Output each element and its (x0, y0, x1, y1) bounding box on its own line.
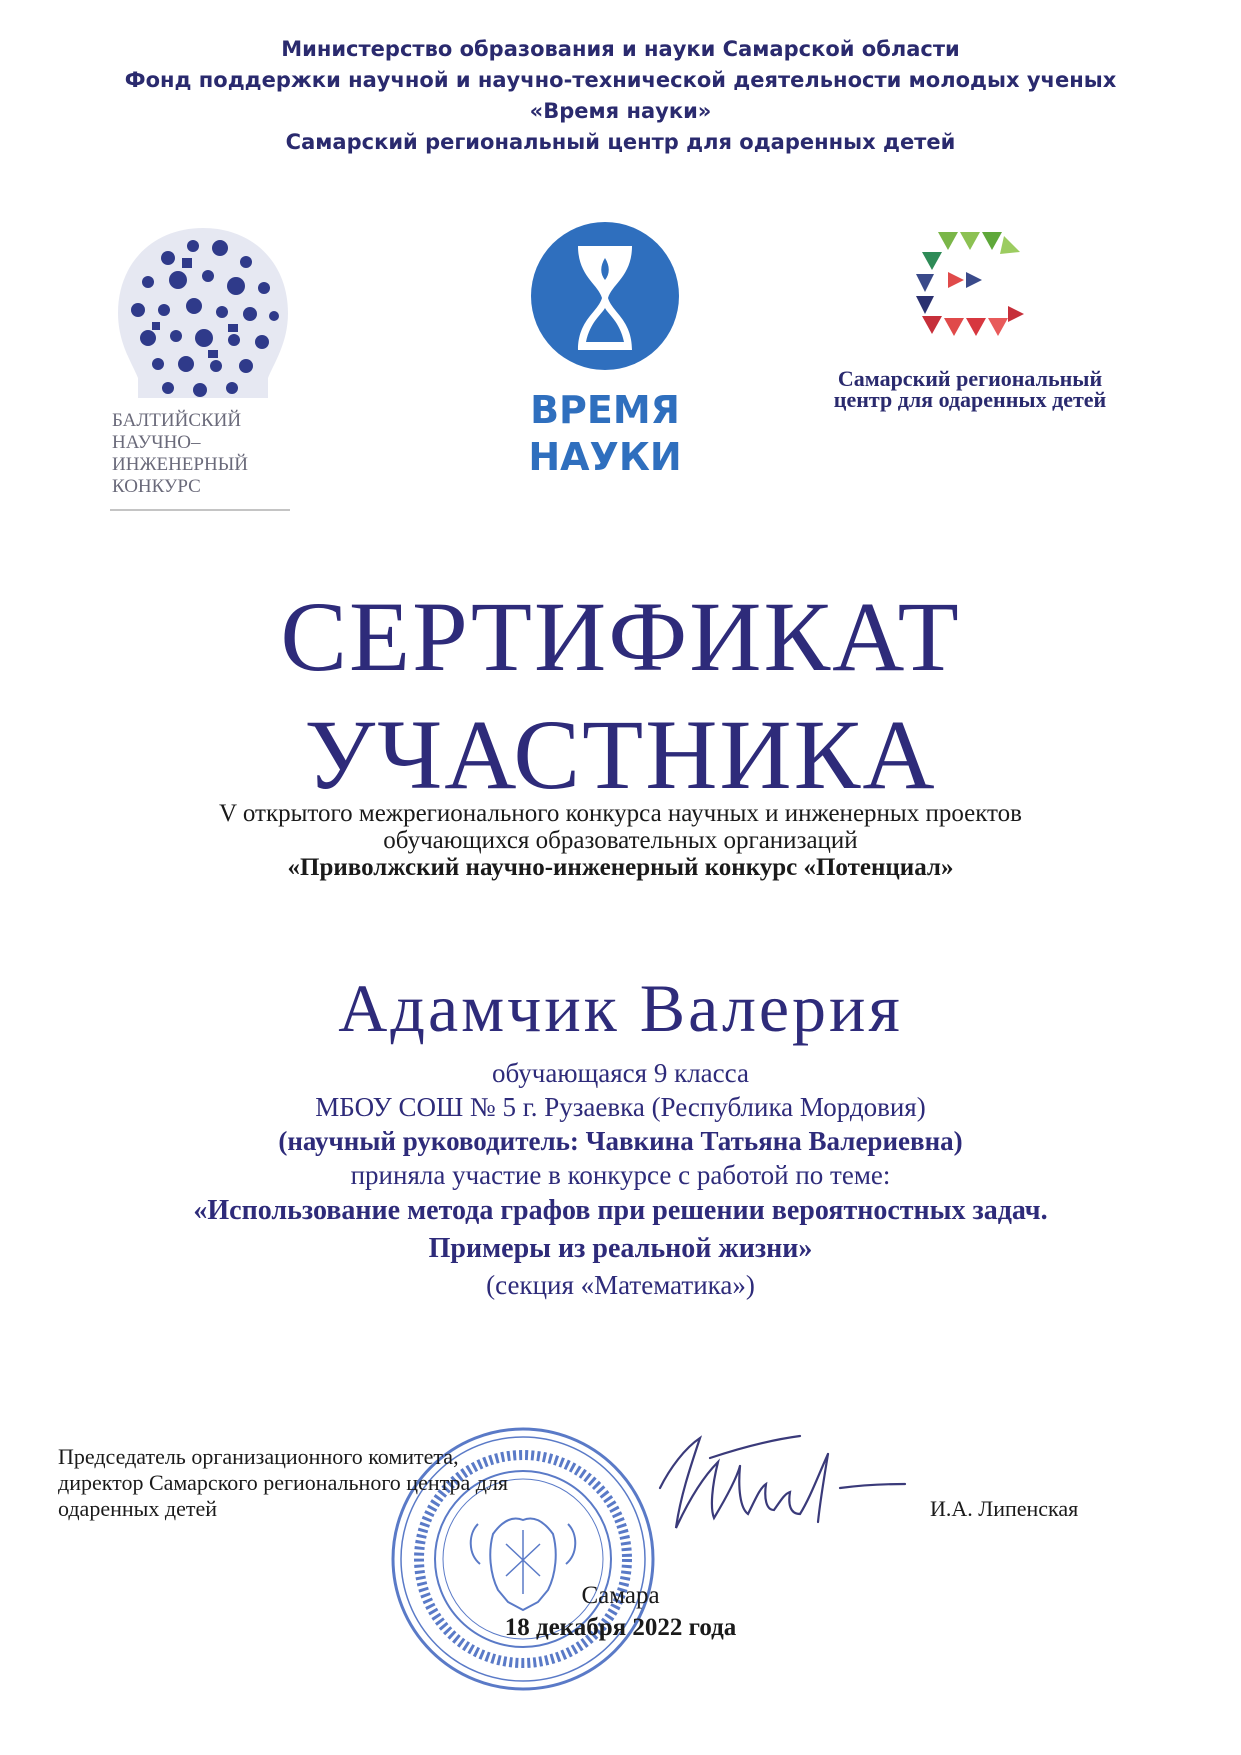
participant-supervisor: (научный руководитель: Чавкина Татьяна Валериевна) (278, 1126, 963, 1156)
contest-name: «Приволжский научно-инженерный конкурс «Потенциал» (287, 854, 954, 881)
signer-line-2: директор Самарского регионального центра для (58, 1470, 509, 1495)
baltic-logo-line-1: БАЛТИЙСКИЙ (112, 410, 242, 431)
header-line-fund: Фонд поддержки научной и научно-технической деятельности молодых ученых (124, 68, 1117, 92)
project-topic-line-1: «Использование метода графов при решении вероятностных задач. (193, 1195, 1048, 1226)
participation-statement: приняла участие в конкурсе с работой по теме: (350, 1160, 891, 1190)
participant-name: Адамчик Валерия (338, 970, 903, 1046)
header-line-center: Самарский региональный центр для одаренных детей (285, 130, 956, 154)
baltic-contest-logo (108, 218, 298, 518)
vremya-logo-line-2: НАУКИ (528, 435, 682, 479)
project-section: (секция «Математика») (486, 1270, 755, 1300)
signer-position (58, 1444, 618, 1522)
contest-line-1: V открытого межрегионального конкурса научных и инженерных проектов (219, 800, 1022, 827)
baltic-logo-line-2: НАУЧНО– (112, 432, 201, 453)
certificate-title: СЕРТИФИКАТ (280, 581, 961, 692)
issue-date: 18 декабря 2022 года (504, 1614, 737, 1641)
samara-center-logo (908, 222, 1032, 342)
vremya-logo-line-1: ВРЕМЯ (530, 388, 680, 432)
organization-header (0, 34, 1241, 158)
project-topic-line-2: Примеры из реальной жизни» (428, 1233, 813, 1264)
signer-name: И.А. Липенская (930, 1496, 1079, 1521)
contest-description (0, 800, 1241, 881)
baltic-logo-line-3: ИНЖЕНЕРНЫЙ (112, 454, 248, 475)
header-line-ministry: Министерство образования и науки Самарской области (281, 37, 960, 61)
participant-grade: обучающаяся 9 класса (492, 1058, 749, 1088)
samara-center-caption (780, 368, 1160, 410)
contest-line-2: обучающихся образовательных организаций (383, 827, 858, 854)
samara-center-caption-line-1: Самарский региональный (837, 366, 1103, 391)
signer-line-1: Председатель организационного комитета, (58, 1444, 459, 1469)
vremya-nauki-logo (520, 218, 690, 518)
signature-icon (640, 1418, 930, 1548)
certificate-subtitle: УЧАСТНИКА (304, 699, 937, 810)
samara-center-caption-line-2: центр для одаренных детей (833, 387, 1107, 412)
participant-info (0, 1056, 1241, 1302)
header-line-fund-name: «Время науки» (529, 99, 712, 123)
issue-city: Самара (581, 1582, 660, 1609)
place-and-date (0, 1580, 1241, 1644)
baltic-logo-line-4: КОНКУРС (112, 476, 201, 497)
signer-line-3: одаренных детей (58, 1496, 218, 1521)
participant-school: МБОУ СОШ № 5 г. Рузаевка (Республика Мордовия) (315, 1092, 926, 1122)
